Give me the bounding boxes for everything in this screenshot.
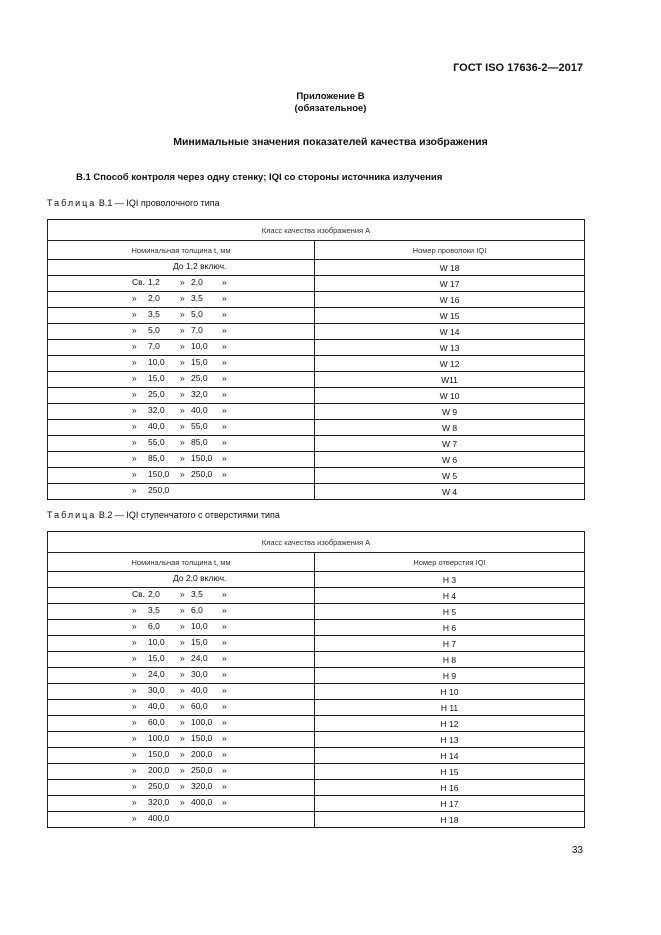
iqi-number-cell: H 3 <box>315 572 585 588</box>
table-row <box>48 700 585 716</box>
iqi-number-cell: W 12 <box>315 356 585 372</box>
table-row <box>48 436 585 452</box>
table-row <box>48 572 585 588</box>
thickness-part-e: » <box>222 797 227 807</box>
thickness-part-d: 10,0 <box>191 621 208 631</box>
thickness-part-b: 2,0 <box>148 589 160 599</box>
thickness-part-d: 5,0 <box>191 309 203 319</box>
thickness-cell <box>48 604 315 620</box>
thickness-part-a: » <box>132 669 137 679</box>
table-row <box>48 452 585 468</box>
iqi-number-cell: W 16 <box>315 292 585 308</box>
thickness-part-b: 24,0 <box>148 669 165 679</box>
thickness-part-e: » <box>222 405 227 415</box>
thickness-part-b: 25,0 <box>148 389 165 399</box>
table-row <box>48 356 585 372</box>
thickness-part-e: » <box>222 621 227 631</box>
thickness-part-d: 10,0 <box>191 341 208 351</box>
thickness-part-c: » <box>180 717 185 727</box>
thickness-part-a: » <box>132 605 137 615</box>
thickness-part-c: » <box>180 621 185 631</box>
thickness-part-a: » <box>132 781 137 791</box>
table-row <box>48 484 585 500</box>
table2-body <box>48 572 585 828</box>
thickness-part-e: » <box>222 653 227 663</box>
thickness-part-c: » <box>180 637 185 647</box>
iqi-number-cell: H 9 <box>315 668 585 684</box>
main-title: Минимальные значения показателей качества изображения <box>173 136 488 148</box>
thickness-part-d: 3,5 <box>191 293 203 303</box>
thickness-part-d: 200,0 <box>191 749 213 759</box>
table-row <box>48 732 585 748</box>
iqi-number-cell: W 17 <box>315 276 585 292</box>
thickness-part-a: » <box>132 717 137 727</box>
thickness-part-c: » <box>180 589 185 599</box>
thickness-part-a: » <box>132 309 137 319</box>
thickness-part-c: » <box>180 749 185 759</box>
thickness-part-c: » <box>180 437 185 447</box>
thickness-cell <box>48 812 315 828</box>
thickness-part-a: » <box>132 405 137 415</box>
thickness-part-e: » <box>222 765 227 775</box>
iqi-number-cell: W 18 <box>315 260 585 276</box>
thickness-part-e: » <box>222 717 227 727</box>
thickness-part-e: » <box>222 605 227 615</box>
thickness-part-e: » <box>222 781 227 791</box>
thickness-part-c: » <box>180 277 185 287</box>
iqi-number-cell: W 13 <box>315 340 585 356</box>
thickness-part-e: » <box>222 373 227 383</box>
thickness-part-a: » <box>132 685 137 695</box>
thickness-cell <box>48 732 315 748</box>
thickness-part-a: До 1,2 включ. <box>173 261 227 271</box>
thickness-part-d: 40,0 <box>191 685 208 695</box>
table1-wire-iqi <box>47 219 585 500</box>
thickness-part-c: » <box>180 341 185 351</box>
thickness-cell <box>48 420 315 436</box>
table1-caption-text: В.1 — IQI проволочного типа <box>98 198 220 208</box>
table-row <box>48 588 585 604</box>
thickness-part-d: 100,0 <box>191 717 213 727</box>
thickness-cell <box>48 404 315 420</box>
iqi-number-cell: W 8 <box>315 420 585 436</box>
thickness-cell <box>48 372 315 388</box>
thickness-part-c: » <box>180 653 185 663</box>
thickness-part-c: » <box>180 765 185 775</box>
thickness-part-b: 200,0 <box>148 765 170 775</box>
table2-caption <box>47 510 280 520</box>
thickness-part-a: » <box>132 293 137 303</box>
table-row <box>48 636 585 652</box>
thickness-cell <box>48 652 315 668</box>
section-title: В.1 Способ контроля через одну стенку; IQI со стороны источника излучения <box>76 172 443 183</box>
iqi-number-cell: H 4 <box>315 588 585 604</box>
thickness-part-e: » <box>222 293 227 303</box>
thickness-part-e: » <box>222 669 227 679</box>
thickness-part-e: » <box>222 325 227 335</box>
thickness-part-d: 150,0 <box>191 733 213 743</box>
thickness-part-d: 60,0 <box>191 701 208 711</box>
thickness-part-b: 55,0 <box>148 437 165 447</box>
thickness-part-a: » <box>132 813 137 823</box>
table1-caption-prefix: Таблица <box>47 198 97 208</box>
iqi-number-cell: H 6 <box>315 620 585 636</box>
thickness-part-e: » <box>222 389 227 399</box>
thickness-part-e: » <box>222 469 227 479</box>
table-row <box>48 468 585 484</box>
thickness-part-d: 30,0 <box>191 669 208 679</box>
thickness-part-b: 1,2 <box>148 277 160 287</box>
table-row <box>48 404 585 420</box>
iqi-number-cell: H 17 <box>315 796 585 812</box>
appendix-subtitle: (обязательное) <box>294 103 367 114</box>
table-row <box>48 372 585 388</box>
thickness-part-a: » <box>132 733 137 743</box>
thickness-part-e: » <box>222 749 227 759</box>
thickness-part-c: » <box>180 781 185 791</box>
thickness-part-b: 30,0 <box>148 685 165 695</box>
thickness-cell <box>48 340 315 356</box>
thickness-part-b: 100,0 <box>148 733 170 743</box>
thickness-part-e: » <box>222 309 227 319</box>
thickness-cell <box>48 684 315 700</box>
thickness-part-d: 85,0 <box>191 437 208 447</box>
thickness-part-c: » <box>180 405 185 415</box>
thickness-part-a: » <box>132 485 137 495</box>
thickness-part-a: » <box>132 389 137 399</box>
iqi-number-cell: W 4 <box>315 484 585 500</box>
iqi-number-cell: H 11 <box>315 700 585 716</box>
table1-body <box>48 260 585 500</box>
thickness-cell <box>48 308 315 324</box>
table1-class-header: Класс качества изображения А <box>48 220 585 241</box>
thickness-part-e: » <box>222 437 227 447</box>
thickness-part-d: 40,0 <box>191 405 208 415</box>
table1-col-thickness-header: Номинальная толщина t, мм <box>48 241 315 260</box>
thickness-cell <box>48 780 315 796</box>
table-row <box>48 292 585 308</box>
thickness-part-a: » <box>132 621 137 631</box>
thickness-part-c: » <box>180 309 185 319</box>
thickness-part-c: » <box>180 469 185 479</box>
thickness-part-e: » <box>222 453 227 463</box>
table-row <box>48 420 585 436</box>
thickness-part-b: 40,0 <box>148 421 165 431</box>
iqi-number-cell: W 10 <box>315 388 585 404</box>
iqi-number-cell: H 7 <box>315 636 585 652</box>
thickness-part-d: 24,0 <box>191 653 208 663</box>
thickness-part-a: » <box>132 437 137 447</box>
thickness-part-d: 6,0 <box>191 605 203 615</box>
thickness-cell <box>48 796 315 812</box>
thickness-cell <box>48 468 315 484</box>
thickness-cell <box>48 452 315 468</box>
table-row <box>48 780 585 796</box>
thickness-part-c: » <box>180 325 185 335</box>
thickness-part-c: » <box>180 701 185 711</box>
thickness-part-d: 400,0 <box>191 797 213 807</box>
iqi-number-cell: H 16 <box>315 780 585 796</box>
iqi-number-cell: W 14 <box>315 324 585 340</box>
table2-caption-prefix: Таблица <box>47 510 97 520</box>
thickness-part-b: 60,0 <box>148 717 165 727</box>
iqi-number-cell: H 10 <box>315 684 585 700</box>
thickness-part-d: 15,0 <box>191 357 208 367</box>
thickness-part-c: » <box>180 797 185 807</box>
thickness-part-c: » <box>180 685 185 695</box>
thickness-cell <box>48 572 315 588</box>
table-row <box>48 260 585 276</box>
thickness-part-d: 55,0 <box>191 421 208 431</box>
thickness-part-a: » <box>132 373 137 383</box>
iqi-number-cell: H 14 <box>315 748 585 764</box>
thickness-part-c: » <box>180 357 185 367</box>
table2-caption-text: В.2 — IQI ступенчатого с отверстиями типа <box>98 510 280 520</box>
table-row <box>48 812 585 828</box>
thickness-cell <box>48 276 315 292</box>
thickness-part-c: » <box>180 389 185 399</box>
table-row <box>48 764 585 780</box>
standard-designation: ГОСТ ISO 17636-2—2017 <box>453 62 583 74</box>
thickness-cell <box>48 260 315 276</box>
table-row <box>48 620 585 636</box>
thickness-part-b: 85,0 <box>148 453 165 463</box>
thickness-part-a: До 2,0 включ. <box>173 573 227 583</box>
thickness-cell <box>48 588 315 604</box>
thickness-part-b: 150,0 <box>148 749 170 759</box>
thickness-part-d: 7,0 <box>191 325 203 335</box>
appendix-heading <box>0 91 661 115</box>
iqi-number-cell: H 8 <box>315 652 585 668</box>
page-number: 33 <box>571 845 583 856</box>
thickness-part-d: 3,5 <box>191 589 203 599</box>
thickness-part-b: 2,0 <box>148 293 160 303</box>
thickness-part-a: » <box>132 797 137 807</box>
thickness-part-e: » <box>222 341 227 351</box>
table2-class-header: Класс качества изображения А <box>48 532 585 553</box>
thickness-part-e: » <box>222 589 227 599</box>
thickness-part-c: » <box>180 421 185 431</box>
thickness-cell <box>48 700 315 716</box>
thickness-part-c: » <box>180 669 185 679</box>
table-row <box>48 796 585 812</box>
thickness-part-d: 250,0 <box>191 765 213 775</box>
thickness-part-a: » <box>132 357 137 367</box>
thickness-cell <box>48 636 315 652</box>
table2-step-hole-iqi <box>47 531 585 828</box>
table1-caption <box>47 198 220 208</box>
table1-col-wire-header: Номер проволоки IQI <box>315 241 585 260</box>
thickness-cell <box>48 668 315 684</box>
appendix-title: Приложение В <box>296 91 365 102</box>
thickness-cell <box>48 324 315 340</box>
thickness-part-b: 6,0 <box>148 621 160 631</box>
iqi-number-cell: H 12 <box>315 716 585 732</box>
iqi-number-cell: W 15 <box>315 308 585 324</box>
thickness-part-a: Св. <box>132 277 146 287</box>
thickness-part-b: 10,0 <box>148 637 165 647</box>
thickness-cell <box>48 292 315 308</box>
thickness-part-c: » <box>180 373 185 383</box>
thickness-part-b: 7,0 <box>148 341 160 351</box>
thickness-cell <box>48 620 315 636</box>
thickness-part-a: » <box>132 325 137 335</box>
iqi-number-cell: H 15 <box>315 764 585 780</box>
thickness-part-d: 2,0 <box>191 277 203 287</box>
table-row <box>48 308 585 324</box>
thickness-part-d: 15,0 <box>191 637 208 647</box>
thickness-part-b: 3,5 <box>148 309 160 319</box>
table-row <box>48 684 585 700</box>
thickness-part-d: 250,0 <box>191 469 213 479</box>
table-row <box>48 324 585 340</box>
thickness-cell <box>48 388 315 404</box>
table2-col-hole-header: Номер отверстия IQI <box>315 553 585 572</box>
thickness-part-b: 150,0 <box>148 469 170 479</box>
thickness-part-e: » <box>222 701 227 711</box>
iqi-number-cell: W11 <box>315 372 585 388</box>
table-row <box>48 668 585 684</box>
thickness-part-b: 250,0 <box>148 485 170 495</box>
thickness-part-a: » <box>132 637 137 647</box>
thickness-part-e: » <box>222 277 227 287</box>
thickness-cell <box>48 748 315 764</box>
thickness-cell <box>48 764 315 780</box>
thickness-cell <box>48 356 315 372</box>
thickness-part-a: » <box>132 453 137 463</box>
thickness-part-b: 32,0 <box>148 405 165 415</box>
thickness-part-a: » <box>132 421 137 431</box>
thickness-cell <box>48 484 315 500</box>
thickness-part-a: » <box>132 765 137 775</box>
thickness-part-d: 320,0 <box>191 781 213 791</box>
thickness-part-b: 400,0 <box>148 813 170 823</box>
thickness-part-b: 5,0 <box>148 325 160 335</box>
thickness-part-a: » <box>132 749 137 759</box>
thickness-part-d: 150,0 <box>191 453 213 463</box>
table-row <box>48 716 585 732</box>
thickness-part-d: 32,0 <box>191 389 208 399</box>
iqi-number-cell: W 6 <box>315 452 585 468</box>
thickness-part-b: 250,0 <box>148 781 170 791</box>
thickness-part-b: 40,0 <box>148 701 165 711</box>
table-row <box>48 276 585 292</box>
table-row <box>48 652 585 668</box>
thickness-part-a: » <box>132 469 137 479</box>
thickness-part-a: » <box>132 653 137 663</box>
thickness-part-e: » <box>222 637 227 647</box>
thickness-cell <box>48 436 315 452</box>
thickness-part-c: » <box>180 605 185 615</box>
thickness-part-a: » <box>132 701 137 711</box>
table-row <box>48 340 585 356</box>
iqi-number-cell: H 13 <box>315 732 585 748</box>
thickness-part-d: 25,0 <box>191 373 208 383</box>
iqi-number-cell: H 5 <box>315 604 585 620</box>
table2-col-thickness-header: Номинальная толщина t, мм <box>48 553 315 572</box>
table-row <box>48 388 585 404</box>
thickness-part-b: 15,0 <box>148 373 165 383</box>
thickness-part-c: » <box>180 733 185 743</box>
thickness-part-b: 15,0 <box>148 653 165 663</box>
thickness-part-b: 3,5 <box>148 605 160 615</box>
thickness-part-a: » <box>132 341 137 351</box>
iqi-number-cell: W 5 <box>315 468 585 484</box>
thickness-part-c: » <box>180 293 185 303</box>
table-row <box>48 604 585 620</box>
thickness-part-e: » <box>222 421 227 431</box>
thickness-part-c: » <box>180 453 185 463</box>
thickness-part-b: 320,0 <box>148 797 170 807</box>
thickness-part-e: » <box>222 733 227 743</box>
thickness-part-b: 10,0 <box>148 357 165 367</box>
thickness-part-e: » <box>222 357 227 367</box>
thickness-cell <box>48 716 315 732</box>
thickness-part-e: » <box>222 685 227 695</box>
iqi-number-cell: H 18 <box>315 812 585 828</box>
thickness-part-a: Св. <box>132 589 146 599</box>
iqi-number-cell: W 9 <box>315 404 585 420</box>
table-row <box>48 748 585 764</box>
iqi-number-cell: W 7 <box>315 436 585 452</box>
